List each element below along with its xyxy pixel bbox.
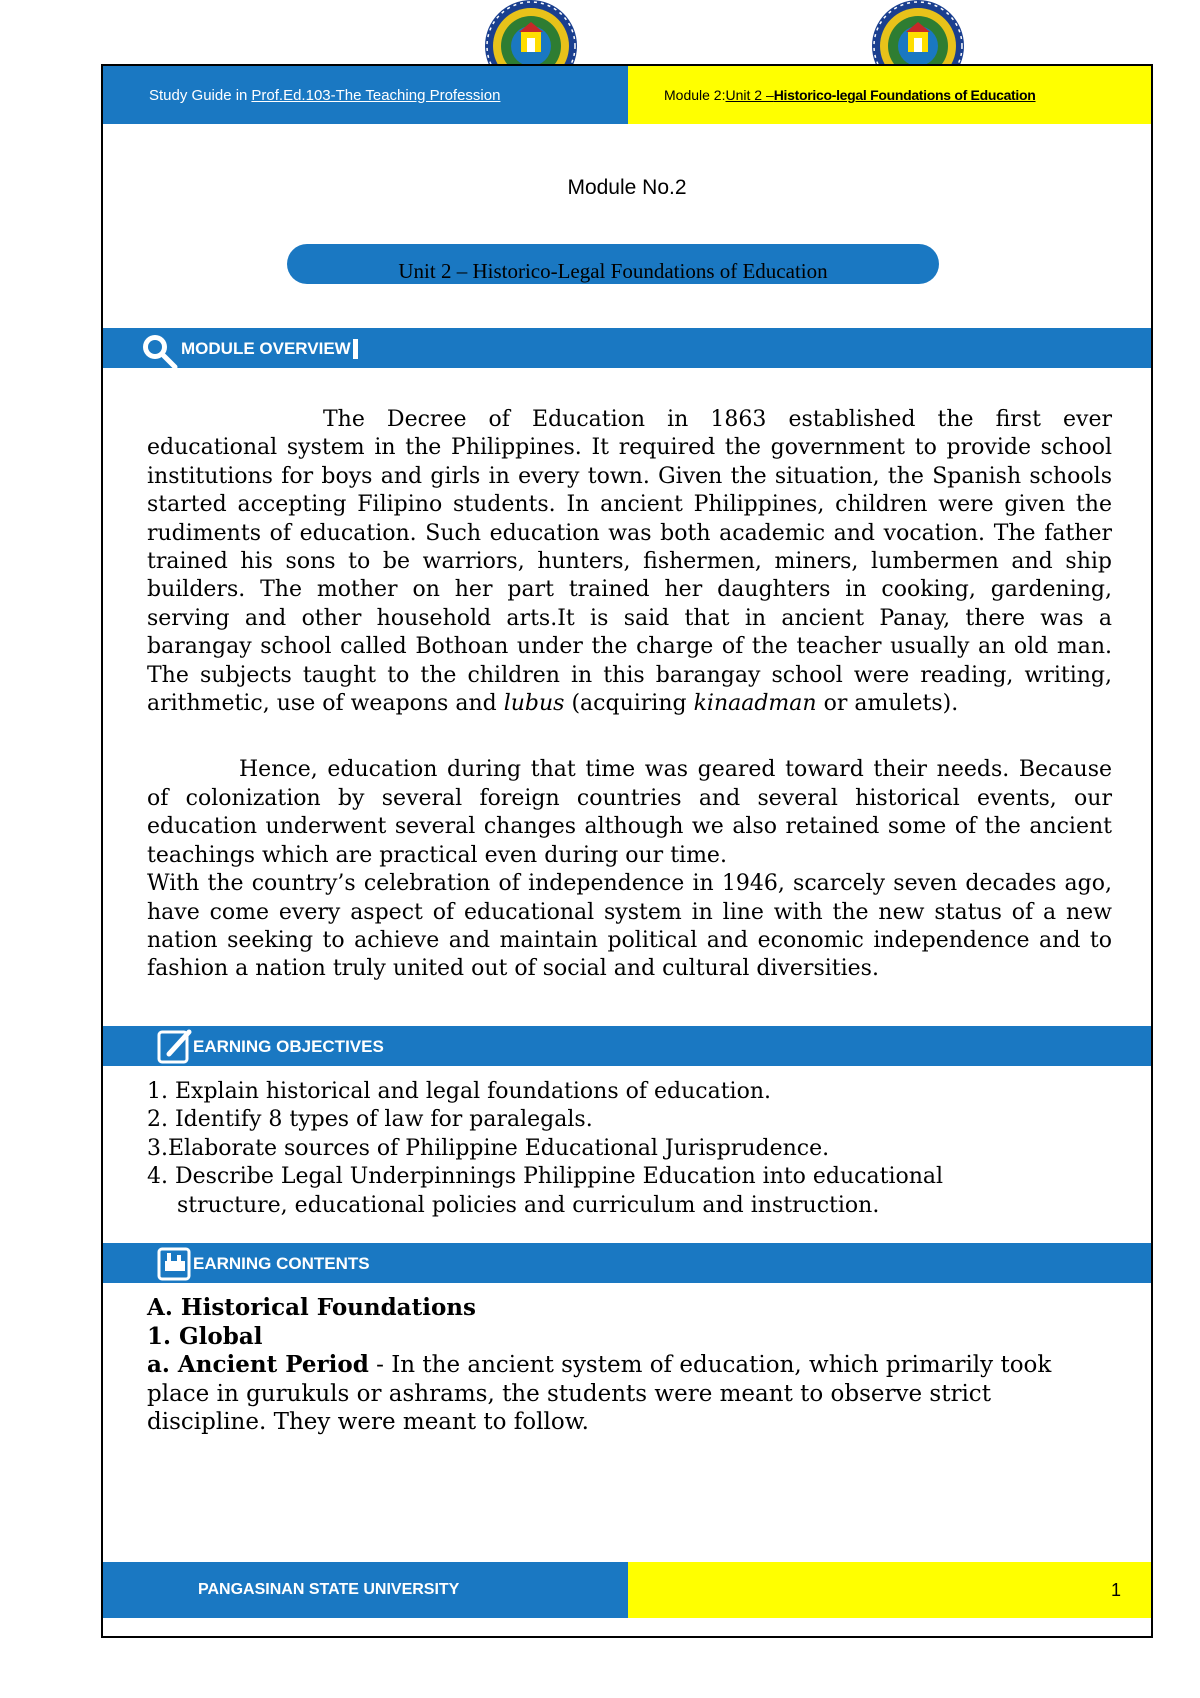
university-seal-left-icon [483,0,579,72]
page-number: 1 [1110,1579,1121,1600]
objective-item-4-continued: structure, educational policies and curriculum and instruction. [177,1192,880,1218]
header-course-link[interactable]: Prof.Ed.103-The Teaching Profession [251,86,501,104]
page-frame [101,64,1153,1638]
contents-item-text: - In the ancient system of education, which primarily took place in gurukuls or ashrams, the students were meant to observe strict discipline. They were meant to follow. [147,1352,1052,1435]
unit-title-text: Unit 2 – Historico-Legal Foundations of Education [398,258,828,283]
overview-term-lubus: lubus [503,691,565,717]
pencil-icon [157,1028,193,1069]
objective-item-4: 4. Describe Legal Underpinnings Philippine Education into educational [147,1164,944,1190]
overview-p1-text: The Decree of Education in 1863 established the first ever educational system in the Philippines. It required the government to provide school institutions for boys and girls in every town. Given the situation, the Spanish schools started accepting Filipino students. In ancient Philippines, children were given the rudiments of education. Such education was both academic and vocation. The father trained his sons to be warriors, hunters, fishermen, miners, lumbermen and ship builders. The mother on her part trained her daughters in cooking, gardening, serving and other household arts.It is said that in ancient Panay, there was a barangay school called Bothoan under the charge of the teacher usually an old man. The subjects taught to the children in this barangay school were reading, writing, arithmetic, use of weapons and [147,407,1112,717]
contents-heading-a: A. Historical Foundations [147,1294,476,1321]
header-module-label: Module 2: [664,87,726,103]
contents-item-ancient-period [147,1351,1112,1437]
objective-item-2: 2. Identify 8 types of law for paralegals. [147,1107,593,1133]
unit-title-banner [287,244,939,284]
contents-body [147,1294,1112,1437]
section-bar-overview [103,328,1151,368]
contents-heading-1: 1. Global [147,1322,263,1350]
footer-university-name: PANGASINAN STATE UNIVERSITY [198,1581,460,1598]
overview-paragraph-1 [147,406,1112,718]
footer-left-band [103,1562,628,1618]
objectives-list [147,1078,1112,1220]
section-bar-contents [103,1243,1151,1283]
header-right-band [628,66,1151,124]
overview-body [147,406,1112,984]
overview-paragraph-2: Hence, education during that time was geared toward their needs. Because of colonization by several foreign countries and several historical events, our education underwent several changes although we also retained some of the ancient teachings which are practical even during our time. [147,757,1112,868]
section-bar-objectives [103,1026,1151,1066]
university-seal-right-icon [870,0,966,72]
contents-item-label: a. Ancient Period [147,1351,369,1378]
magnifier-icon [139,330,179,375]
section-title-overview: MODULE OVERVIEW [181,339,358,359]
overview-p1-text-b: (acquiring [564,691,694,717]
footer-right-band [628,1562,1151,1618]
book-icon [157,1245,193,1286]
overview-term-kinaadman: kinaadman [693,691,817,717]
overview-paragraph-3: With the country’s celebration of independence in 1946, scarcely seven decades ago, have come every aspect of educational system in line with the new status of a new nation seeking to achieve and maintain political and economic independence and to fashion a nation truly united out of social and cultural diversities. [147,871,1112,982]
module-number-title: Module No.2 [567,176,687,199]
objective-item-3: 3.Elaborate sources of Philippine Educational Jurisprudence. [147,1135,830,1161]
overview-p1-text-c: or amulets). [816,691,959,717]
section-title-contents: EARNING CONTENTS [193,1254,370,1273]
header-unit-title: Historico-legal Foundations of Education [773,87,1036,103]
header-study-guide-label: Study Guide in [149,86,248,104]
objective-item-1: 1. Explain historical and legal foundations of education. [147,1079,772,1104]
header-unit-label: Unit 2 – [725,87,774,103]
section-title-objectives: EARNING OBJECTIVES [193,1037,384,1056]
header-left-band [103,66,628,124]
